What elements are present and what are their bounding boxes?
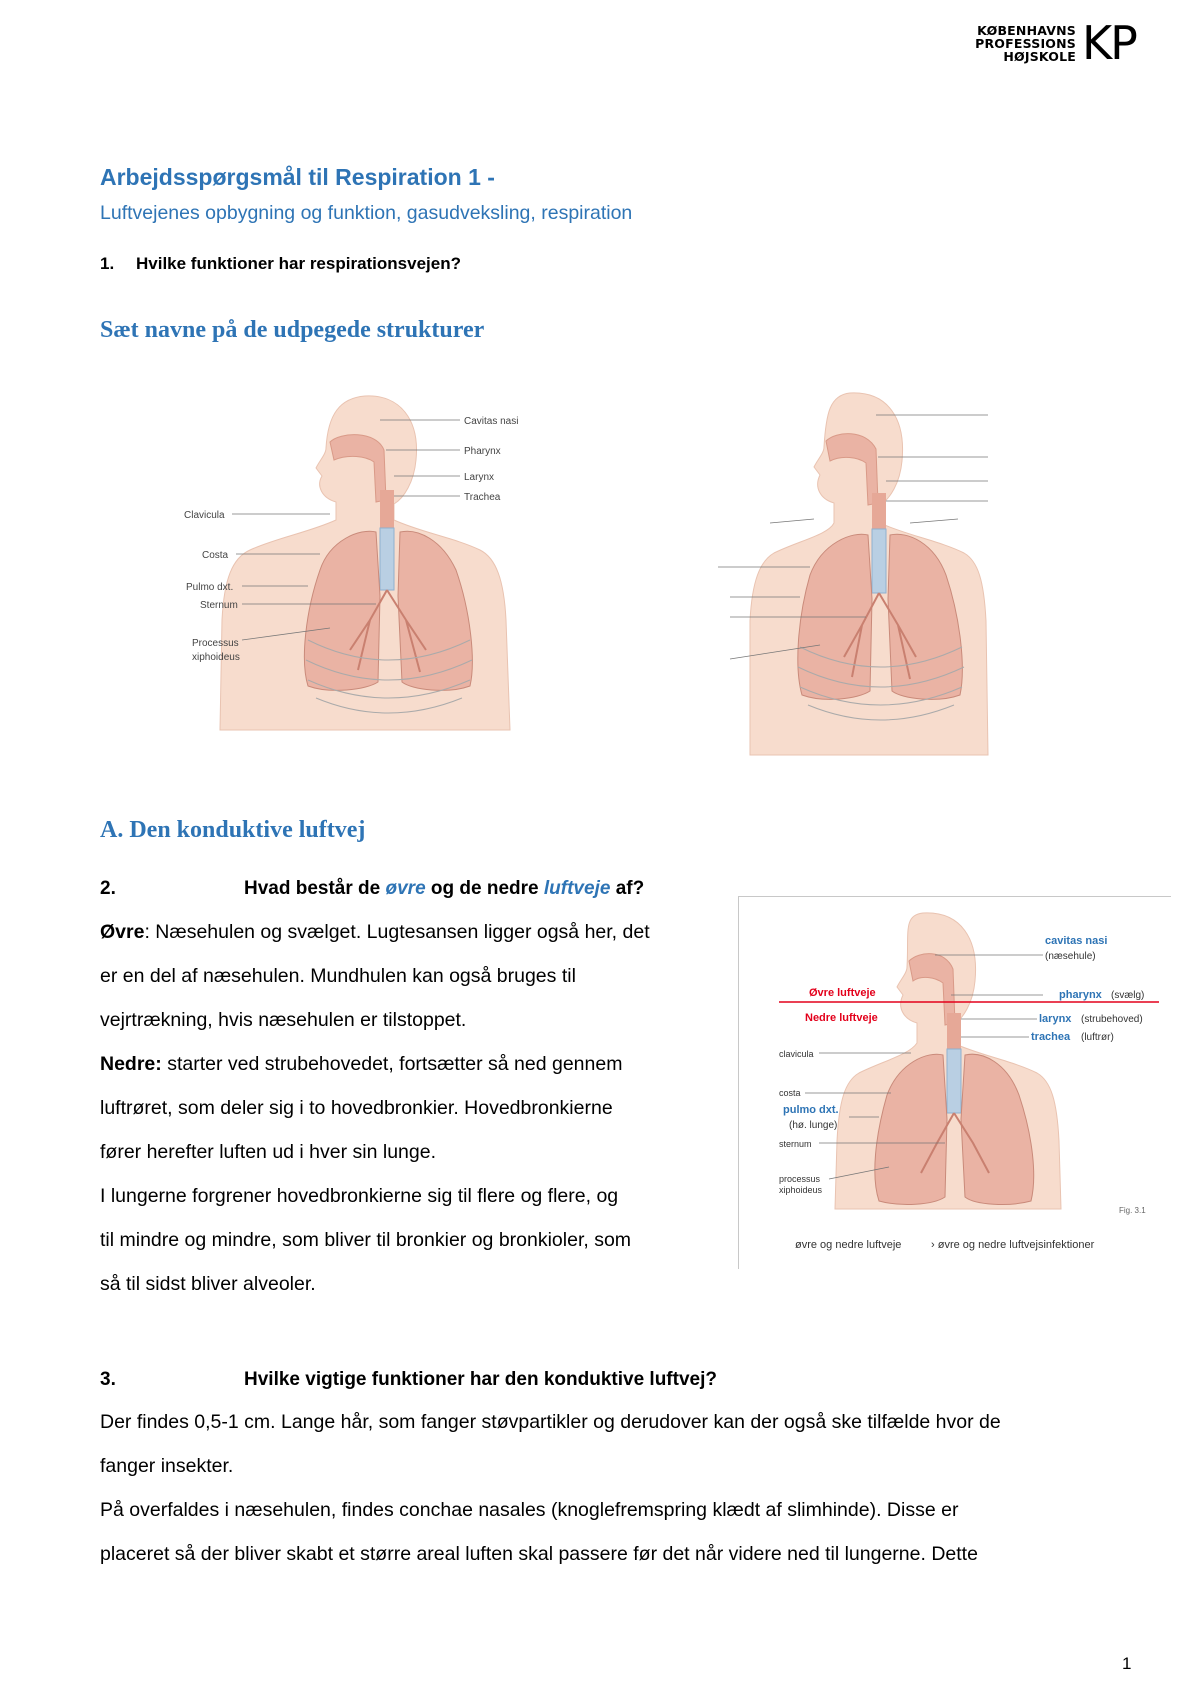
- label-xiphoideus: xiphoideus: [192, 652, 240, 663]
- answer-2-line-7: I lungerne forgrener hovedbronkierne sig til flere og flere, og: [100, 1185, 619, 1207]
- logo-line-3: HØJSKOLE: [1003, 49, 1076, 64]
- figure-label-luftroer: (luftrør): [1081, 1032, 1114, 1043]
- answer-2-line-3: vejrtrækning, hvis næsehulen er tilstoppet.: [100, 1009, 467, 1031]
- answer-2-ovre-label: Øvre: [100, 921, 145, 943]
- figure-label-hoe-lunge: (hø. lunge): [789, 1120, 838, 1131]
- figure-label-strubehoved: (strubehoved): [1081, 1014, 1143, 1025]
- logo-text: [940, 24, 1076, 63]
- respiratory-diagram-blank: [710, 385, 990, 760]
- figure-label-fig-number: Fig. 3.1: [1119, 1206, 1146, 1215]
- question-2-text-a: Hvad består de: [244, 878, 386, 899]
- page-number: 1: [1122, 1654, 1132, 1673]
- figure-label-processus: processus: [779, 1174, 821, 1184]
- answer-3: [100, 1400, 1140, 1576]
- answer-3-line-3: På overfaldes i næsehulen, findes conchae nasales (knoglefremspring klædt af slimhinde). Disse er: [100, 1499, 959, 1521]
- label-trachea: Trachea: [464, 492, 501, 503]
- answer-2-line-5: luftrøret, som deler sig i to hovedbronkier. Hovedbronkierne: [100, 1097, 613, 1119]
- question-1-number: 1.: [100, 254, 115, 273]
- label-pulmo-dxt: Pulmo dxt.: [186, 582, 234, 593]
- label-processus: Processus: [192, 638, 239, 649]
- figure-label-costa: costa: [779, 1088, 801, 1098]
- airways-figure: [739, 897, 1171, 1269]
- answer-2: [100, 910, 740, 1306]
- larynx-shape: [947, 1013, 961, 1051]
- figure-label-larynx: larynx: [1039, 1013, 1072, 1025]
- label-clavicula: Clavicula: [184, 510, 225, 521]
- question-2-text-c: af?: [610, 878, 645, 899]
- figure-label-pulmo-dxt: pulmo dxt.: [783, 1104, 839, 1116]
- answer-3-line-2: fanger insekter.: [100, 1455, 234, 1477]
- question-3: [100, 1369, 717, 1391]
- figure-label-clavicula: clavicula: [779, 1049, 814, 1059]
- question-2-em-luftveje: luftveje: [543, 878, 611, 899]
- answer-3-line-1: Der findes 0,5-1 cm. Lange hår, som fanger støvpartikler og derudover kan der også ske tilfælde hvor de: [100, 1411, 1001, 1433]
- figure-label-pharynx: pharynx: [1059, 989, 1102, 1001]
- answer-2-line-6: fører herefter luften ud i hver sin lunge.: [100, 1141, 437, 1163]
- figure-label-cavitas-nasi: cavitas nasi: [1045, 935, 1108, 947]
- answer-2-line-1: : Næsehulen og svælget. Lugtesansen ligger også her, det: [144, 921, 650, 943]
- airways-figure-frame: [738, 896, 1171, 1269]
- respiratory-diagram-labelled: [180, 390, 580, 740]
- question-3-text: Hvilke vigtige funktioner har den konduktive luftvej?: [244, 1369, 717, 1390]
- label-larynx: Larynx: [464, 472, 495, 483]
- document-title: Arbejdsspørgsmål til Respiration 1 -: [100, 164, 495, 190]
- section-heading-A: A. Den konduktive luftvej: [100, 817, 366, 843]
- figure-label-svaelg: (svælg): [1111, 990, 1145, 1001]
- question-2-em-ovre: øvre: [385, 878, 426, 899]
- figure-label-sternum: sternum: [779, 1139, 812, 1149]
- label-cavitas-nasi: Cavitas nasi: [464, 416, 519, 427]
- trachea-shape: [947, 1049, 961, 1113]
- document-subtitle: Luftvejenes opbygning og funktion, gasudveksling, respiration: [100, 202, 633, 224]
- question-2-number: 2.: [100, 878, 116, 899]
- answer-2-line-4: starter ved strubehovedet, fortsætter så ned gennem: [161, 1053, 623, 1075]
- section-heading-structures: Sæt navne på de udpegede strukturer: [100, 317, 485, 343]
- figure-caption-right: › øvre og nedre luftvejsinfektioner: [931, 1239, 1095, 1251]
- answer-2-line-9: så til sidst bliver alveoler.: [100, 1273, 316, 1295]
- label-sternum: Sternum: [200, 600, 238, 611]
- kp-logo: [940, 16, 1165, 70]
- logo-line-2: PROFESSIONS: [975, 36, 1076, 51]
- question-2: [100, 878, 644, 900]
- figure-label-ovre-luftveje: Øvre luftveje: [809, 987, 876, 999]
- logo-mark: KP: [1082, 16, 1136, 70]
- question-3-number: 3.: [100, 1369, 116, 1390]
- trachea-shape: [872, 529, 886, 593]
- larynx-shape: [872, 493, 886, 531]
- label-pharynx: Pharynx: [464, 446, 501, 457]
- answer-2-line-2: er en del af næsehulen. Mundhulen kan også bruges til: [100, 965, 576, 987]
- trachea-shape: [380, 528, 394, 590]
- answer-3-line-4: placeret så der bliver skabt et større areal luften skal passere før det når videre ned til lungerne. Dette: [100, 1543, 978, 1565]
- figure-label-trachea: trachea: [1031, 1031, 1071, 1043]
- figure-caption-left: øvre og nedre luftveje: [795, 1239, 902, 1251]
- question-1: [100, 254, 461, 274]
- larynx-shape: [380, 490, 394, 530]
- answer-2-line-8: til mindre og mindre, som bliver til bronkier og bronkioler, som: [100, 1229, 632, 1251]
- label-costa: Costa: [202, 550, 229, 561]
- figure-label-xiphoideus: xiphoideus: [779, 1185, 823, 1195]
- figure-label-naesehule: (næsehule): [1045, 951, 1096, 962]
- question-2-text-b: og de nedre: [425, 878, 544, 899]
- logo-line-1: KØBENHAVNS: [977, 23, 1076, 38]
- figure-label-nedre-luftveje: Nedre luftveje: [805, 1012, 878, 1024]
- question-1-text: Hvilke funktioner har respirationsvejen?: [136, 254, 461, 273]
- answer-2-nedre-label: Nedre:: [100, 1053, 162, 1075]
